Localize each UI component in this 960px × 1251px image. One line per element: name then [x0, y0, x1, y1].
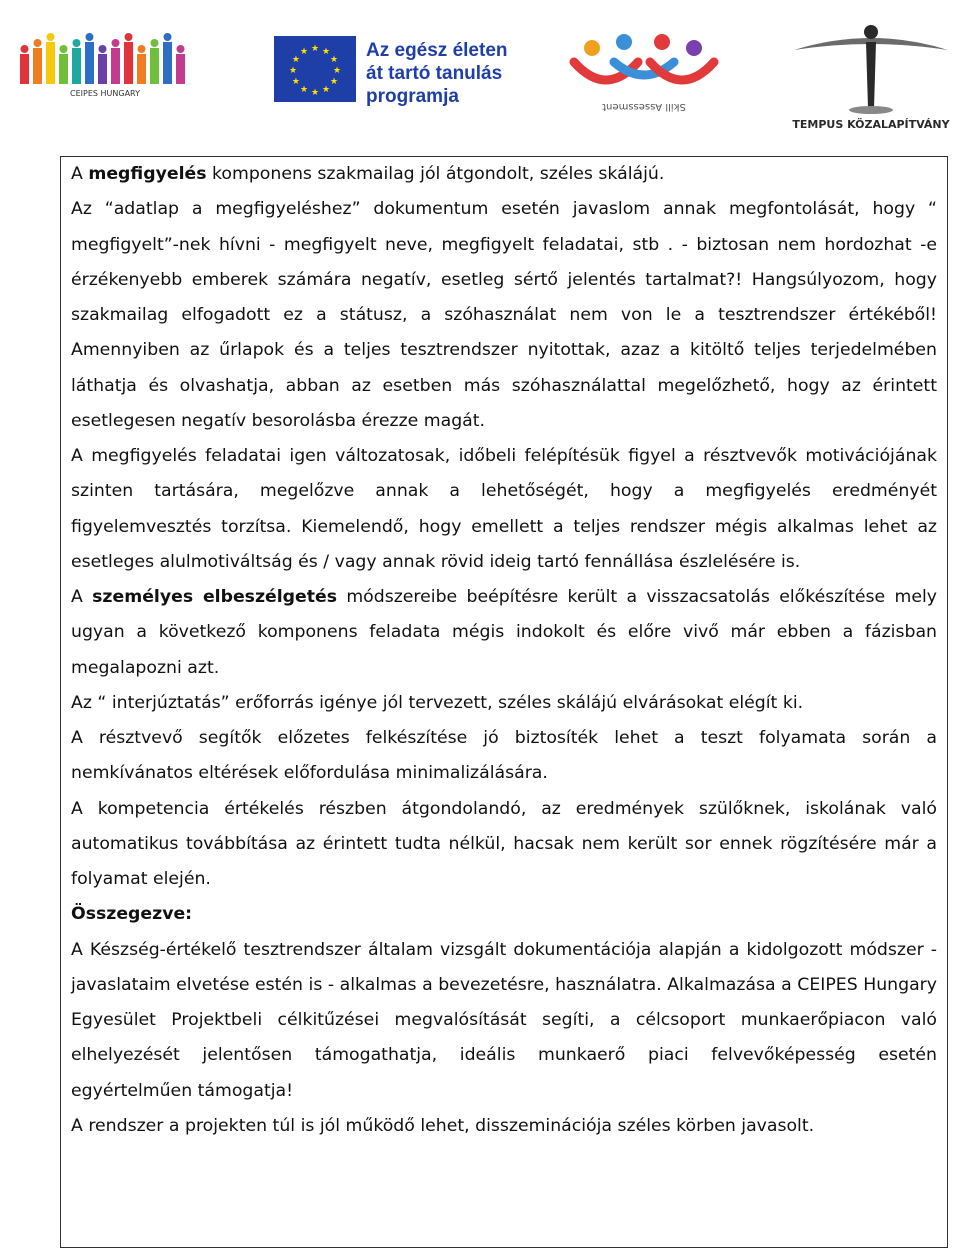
eu-star-icon: ★ — [299, 46, 309, 57]
paragraph-summary: A Készség-értékelő tesztrendszer általam vizsgált dokumentációja alapján a kidolgozott módszer - javaslataim elvetése estén is - alkalmas a bevezetésre, használatra. Alkalmazása a CEIPES Hungary Egyesület Projektbeli célkitűzései megvalósítását segíti, a célcsoport munkaerőpiacon való elhelyezését jelentősen támogathatja, ideális munkaerő piaci felvevőképesség esetén egyértelműen támogatja! — [71, 939, 937, 1101]
ceipes-figure-head — [177, 45, 185, 53]
ceipes-figure-head — [164, 33, 172, 41]
ceipes-figure-head — [112, 39, 120, 47]
ceipes-figure — [163, 42, 172, 84]
ceipes-figure-head — [138, 45, 146, 53]
eu-logo-line1: Az egész életen — [366, 40, 508, 61]
paragraph-observation-tasks: A megfigyelés feladatai igen változatosak, időbeli felépítésük figyel a résztvevők motivációjának szinten tartására, megelőzve annak a lehetőségét, hogy a megfigyelés eredményét figyelemvesztés torzítsa. Kiemelendő, hogy emellett a teljes rendszer mégis alkalmas lehet az esetleges alulmotiváltság és / vagy annak rövid ideig tartó fennállása észlelésére is. — [71, 446, 937, 572]
document-body — [71, 157, 937, 1144]
paragraph-dissemination: A rendszer a projekten túl is jól működő lehet, disszeminációja széles körben javasolt. — [71, 1115, 815, 1136]
skill-logo-text: Skill Assessment — [602, 101, 686, 112]
ceipes-figure-head — [99, 45, 107, 53]
paragraph-competence: A kompetencia értékelés részben átgondolandó, az eredmények szülőknek, iskolának való automatikus továbbítása az érintett tudta nélkül, hacsak nem került sor ennek rögzítésére már a folyamat elején. — [71, 798, 937, 889]
eu-star-icon: ★ — [330, 77, 339, 87]
ceipes-figure — [98, 54, 107, 84]
ceipes-figure — [59, 54, 68, 84]
eu-star-icon: ★ — [291, 55, 300, 65]
eu-star-icon: ★ — [310, 88, 320, 98]
eu-star-icon: ★ — [299, 85, 309, 96]
eu-star-icon: ★ — [332, 66, 342, 76]
ceipes-logo-text: CEIPES HUNGARY — [70, 89, 140, 98]
summary-heading: Összegezve: — [71, 904, 193, 925]
tempus-logo-text: TEMPUS KÖZALAPÍTVÁNY — [792, 118, 950, 131]
paragraph-observation: A megfigyelés komponens szakmailag jól átgondolt, széles skálájú. — [71, 164, 665, 184]
ceipes-figure — [46, 42, 55, 84]
ceipes-figure — [72, 48, 81, 84]
bold-term-interview: személyes elbeszélgetés — [92, 587, 338, 607]
ceipes-figure-head — [47, 33, 55, 41]
ceipes-figure — [20, 54, 29, 84]
eu-lifelong-learning-logo — [274, 30, 510, 110]
paragraph-interview: A személyes elbeszélgetés módszereibe beépítésre került a visszacsatolás előkészítése mely ugyan a következő komponens feladata mégis indokolt és előre vivő már ebben a fázisban megalapozni azt. — [71, 587, 937, 678]
ceipes-figure-head — [73, 39, 81, 47]
eu-logo-line3: programja — [366, 86, 459, 107]
bold-term-observation: megfigyelés — [88, 164, 207, 184]
ceipes-figure-head — [86, 33, 94, 41]
skill-assessment-logo — [566, 28, 722, 112]
ceipes-figure-head — [151, 39, 159, 47]
eu-star-icon: ★ — [310, 44, 320, 54]
paragraph-interviewing: Az “ interjúztatás” erőforrás igénye jól tervezett, széles skálájú elvárásokat elégít ki. — [71, 692, 804, 713]
ceipes-figure — [124, 42, 133, 84]
ceipes-logo — [14, 14, 200, 110]
ceipes-figure — [85, 42, 94, 84]
ceipes-figure — [137, 54, 146, 84]
eu-star-icon: ★ — [291, 77, 300, 87]
ceipes-figure — [33, 48, 42, 84]
tempus-logo — [786, 20, 956, 132]
eu-star-icon: ★ — [321, 46, 331, 57]
paragraph-datasheet: Az “adatlap a megfigyeléshez” dokumentum esetén javaslom annak megfontolását, hogy “ megfigyelt”-nek hívni - megfigyelt neve, megfigyelt feladatai, stb . - biztosan nem hordozhat -e érzékenyebb emberek számára negatív, esetleg sértő jelentés tartalmat?! Hangsúlyozom, hogy szakmailag elfogadott ez a státusz, a szóhasználat nem von le a tesztrendszer értékéből! Amennyiben az űrlapok és a teljes tesztrendszer nyitottak, azaz a kitöltő teljes terjedelmében láthatja és olvashatja, abban az esetben más szóhasználattal megelőzhető, hogy az érintett esetlegesen negatív besorolásba érezze magát. — [71, 199, 937, 431]
ceipes-figure-head — [125, 33, 133, 41]
eu-star-icon: ★ — [288, 66, 298, 76]
ceipes-figure-head — [60, 45, 68, 53]
ceipes-figure-head — [21, 45, 29, 53]
eu-star-icon: ★ — [321, 85, 331, 96]
ceipes-figure — [150, 48, 159, 84]
eu-logo-line2: át tartó tanulás — [366, 63, 503, 84]
text-frame — [60, 156, 948, 1248]
ceipes-figure — [176, 54, 185, 84]
eu-star-icon: ★ — [330, 55, 339, 65]
ceipes-figure — [111, 48, 120, 84]
paragraph-helpers: A résztvevő segítők előzetes felkészítése jó biztosíték lehet a teszt folyamata során a nemkívánatos eltérések előfordulása minimalizálására. — [71, 728, 937, 784]
ceipes-figure-head — [34, 39, 42, 47]
